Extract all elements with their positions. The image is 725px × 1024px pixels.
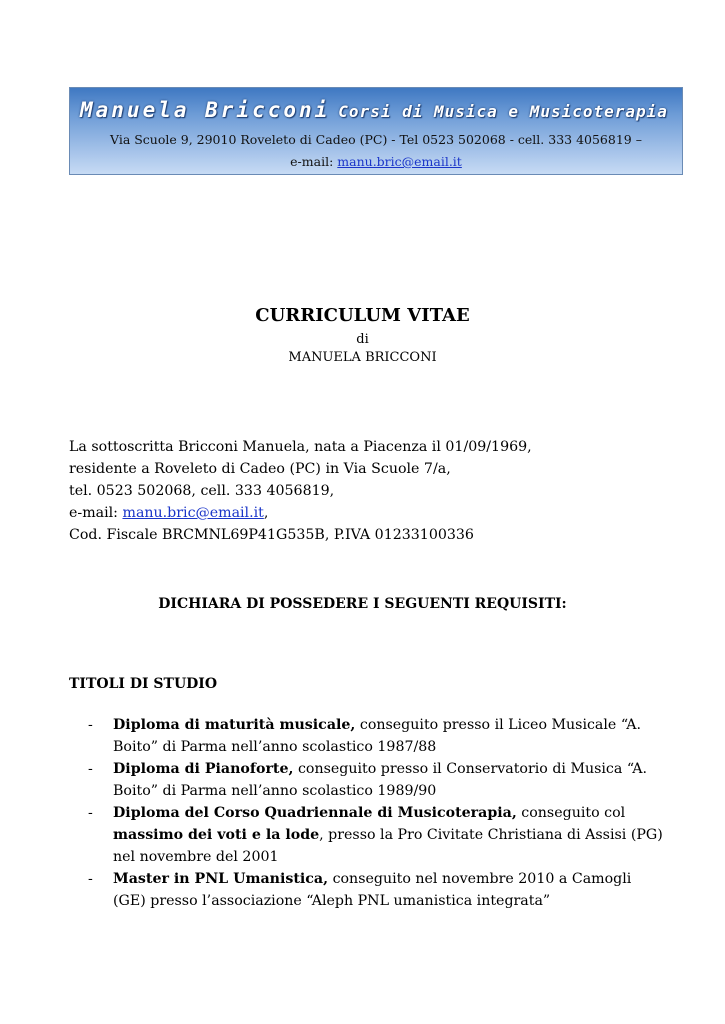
intro-line-2: residente a Roveleto di Cadeo (PC) in Via Scuole 7/a, <box>69 461 451 477</box>
intro-email-label: e-mail: <box>69 505 118 521</box>
letterhead-address: Via Scuole 9, 29010 Roveleto di Cadeo (PC) - Tel 0523 502068 - cell. 333 4056819 – <box>110 132 642 147</box>
list-item <box>88 758 668 802</box>
item-text-line2: Boito” di Parma nell’anno scolastico 1987/88 <box>113 739 437 755</box>
declaration-heading: DICHIARA DI POSSEDERE I SEGUENTI REQUISITI: <box>158 596 567 612</box>
letterhead-email-line <box>70 154 682 169</box>
list-item <box>88 714 668 758</box>
letterhead-email-label: e-mail: <box>290 154 334 169</box>
intro-line-5: Cod. Fiscale BRCMNL69P41G535B, P.IVA 01233100336 <box>69 527 474 543</box>
letterhead-title <box>80 98 668 122</box>
title-person-name: MANUELA BRICCONI <box>288 350 437 365</box>
list-item <box>88 868 668 912</box>
intro-line-3: tel. 0523 502068, cell. 333 4056819, <box>69 483 335 499</box>
list-item <box>88 802 668 868</box>
list-bullet: - <box>88 805 93 821</box>
item-text: conseguito presso il Conservatorio di Musica “A. <box>293 761 648 777</box>
intro-email-link[interactable]: manu.bric@email.it <box>122 505 264 521</box>
letterhead-subtitle: Corsi di Musica e Musicoterapia <box>338 102 668 121</box>
item-title: Diploma del Corso Quadriennale di Musicoterapia, <box>113 805 517 821</box>
letterhead-banner <box>69 87 683 175</box>
item-text-line3: nel novembre del 2001 <box>113 849 279 865</box>
document-title: CURRICULUM VITAE <box>255 305 470 326</box>
letterhead-name: Manuela Bricconi <box>80 98 331 122</box>
item-title: Master in PNL Umanistica, <box>113 871 329 887</box>
item-highlight: massimo dei voti e la lode <box>113 827 320 843</box>
item-title: Diploma di maturità musicale, <box>113 717 356 733</box>
title-di: di <box>356 332 369 347</box>
intro-paragraph <box>69 436 689 546</box>
intro-line-1: La sottoscritta Bricconi Manuela, nata a Piacenza il 01/09/1969, <box>69 439 532 455</box>
item-text: conseguito presso il Liceo Musicale “A. <box>355 717 642 733</box>
section-title: TITOLI DI STUDIO <box>69 676 218 692</box>
item-text-line2: Boito” di Parma nell’anno scolastico 1989/90 <box>113 783 437 799</box>
item-text: conseguito col <box>516 805 626 821</box>
list-bullet: - <box>88 871 93 887</box>
intro-line-email <box>69 502 689 524</box>
item-title: Diploma di Pianoforte, <box>113 761 294 777</box>
studies-list <box>88 714 668 912</box>
letterhead-email-link[interactable]: manu.bric@email.it <box>337 154 462 169</box>
item-text: conseguito nel novembre 2010 a Camogli <box>328 871 632 887</box>
item-text-line2: , presso la Pro Civitate Christiana di Assisi (PG) <box>319 827 663 843</box>
intro-email-suffix: , <box>263 505 269 521</box>
list-bullet: - <box>88 717 93 733</box>
item-text-line2: (GE) presso l’associazione “Aleph PNL umanistica integrata” <box>113 893 551 909</box>
list-bullet: - <box>88 761 93 777</box>
